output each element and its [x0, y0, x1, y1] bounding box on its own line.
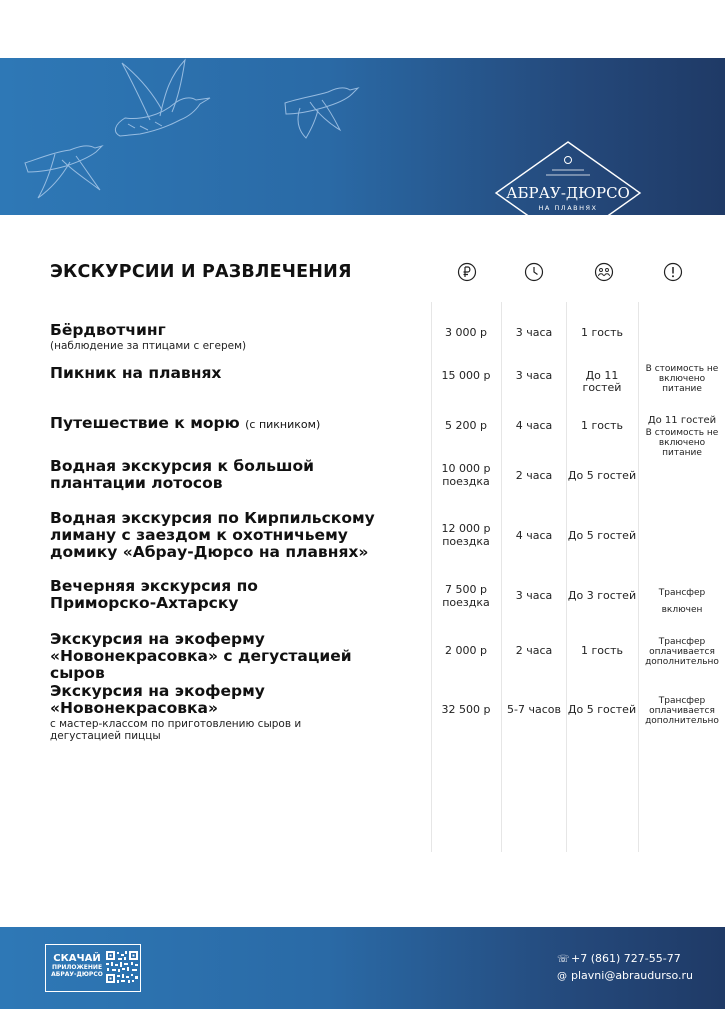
phone-number: +7 (861) 727-55-77	[571, 952, 681, 965]
phone-icon: ☏	[557, 954, 570, 965]
excursion-guests: До 3 гостей	[567, 589, 637, 602]
excursion-guests: До 5 гостей	[567, 703, 637, 716]
excursion-note: В стоимость не включено питание	[645, 428, 719, 458]
excursion-duration: 4 часа	[515, 529, 553, 542]
excursion-price: 7 500 р	[445, 583, 487, 596]
excursion-title: Вечерняя экскурсия по Приморско-Ахтарску	[50, 577, 258, 612]
excursion-title: Бёрдвотчинг	[50, 321, 166, 339]
excursion-price-unit: поездка	[442, 475, 490, 488]
info-icon	[663, 262, 683, 282]
excursion-title-note: (с пикником)	[245, 418, 321, 431]
excursion-title: Водная экскурсия по Кирпильскому лиману с заездом к охотничьему домику «Абрау-Дюрсо на плавнях»	[50, 509, 375, 561]
qr-code-icon	[105, 950, 139, 984]
footer-email[interactable]	[557, 969, 693, 982]
download-app-line: АБРАУ-ДЮРСО	[51, 971, 103, 978]
ducks-illustration	[0, 58, 400, 215]
excursion-price: 15 000 р	[441, 369, 491, 382]
excursion-duration: 4 часа	[515, 419, 553, 432]
excursion-duration: 2 часа	[515, 644, 553, 657]
ruble-icon	[457, 262, 477, 282]
excursion-guests: До 11 гостей	[582, 369, 622, 394]
excursion-duration: 2 часа	[515, 469, 553, 482]
excursion-title-main: Путешествие к морю	[50, 414, 240, 432]
excursion-guests: До 5 гостей	[567, 529, 637, 542]
excursion-price: 2 000 р	[445, 644, 487, 657]
svg-text:НА ПЛАВНЯХ: НА ПЛАВНЯХ	[538, 204, 598, 212]
excursion-duration: 5-7 часов	[507, 703, 561, 716]
column-divider	[638, 302, 639, 852]
column-divider	[431, 302, 432, 852]
download-app-title: СКАЧАЙ	[53, 953, 101, 964]
header-banner	[0, 58, 725, 215]
brand-logo	[492, 138, 644, 248]
email-address: plavni@abraudurso.ru	[571, 969, 694, 982]
download-app-text	[51, 953, 103, 978]
excursion-title: Водная экскурсия к большой плантации лотосов	[50, 457, 315, 492]
clock-icon	[524, 262, 544, 282]
excursion-note: Трансфер оплачивается дополнительно	[645, 637, 719, 667]
excursion-guests: До 5 гостей	[567, 469, 637, 482]
excursion-price: 10 000 р	[441, 462, 491, 475]
excursion-title: Пикник на плавнях	[50, 364, 222, 382]
column-divider	[501, 302, 502, 852]
excursion-duration: 3 часа	[515, 326, 553, 339]
excursion-price-unit: поездка	[442, 535, 490, 548]
excursion-guests: 1 гость	[581, 644, 623, 657]
excursion-note: Трансфер оплачивается дополнительно	[645, 696, 719, 726]
footer-phone[interactable]	[557, 952, 681, 965]
download-app-line: ПРИЛОЖЕНИЕ	[51, 964, 103, 971]
excursion-price: 32 500 р	[441, 703, 491, 716]
excursion-title	[50, 415, 320, 433]
email-icon: @	[557, 971, 567, 982]
excursion-price: 5 200 р	[445, 419, 487, 432]
download-app-badge[interactable]	[45, 944, 141, 992]
excursion-subtitle: (наблюдение за птицами с егерем)	[50, 340, 247, 352]
excursion-title: Экскурсия на экоферму «Новонекрасовка»	[50, 682, 265, 717]
excursion-note: В стоимость не включено питание	[645, 364, 719, 394]
guests-icon	[594, 262, 614, 282]
excursion-duration: 3 часа	[515, 589, 553, 602]
excursion-guests: 1 гость	[581, 326, 623, 339]
section-title: ЭКСКУРСИИ И РАЗВЛЕЧЕНИЯ	[50, 262, 352, 282]
excursion-price-unit: поездка	[442, 596, 490, 609]
excursion-duration: 3 часа	[515, 369, 553, 382]
excursion-title: Экскурсия на экоферму «Новонекрасовка» с дегустацией сыров	[50, 630, 352, 682]
excursion-price: 12 000 р	[441, 522, 491, 535]
excursion-subtitle: с мастер-классом по приготовлению сыров и дегустацией пиццы	[50, 718, 302, 742]
excursion-note-guests: До 11 гостей	[647, 415, 717, 426]
footer-banner	[0, 927, 725, 1009]
excursion-guests: 1 гость	[581, 419, 623, 432]
svg-text:АБРАУ-ДЮРСО: АБРАУ-ДЮРСО	[506, 184, 630, 202]
excursion-price: 3 000 р	[445, 326, 487, 339]
excursion-note: Трансфер включен	[658, 588, 706, 615]
